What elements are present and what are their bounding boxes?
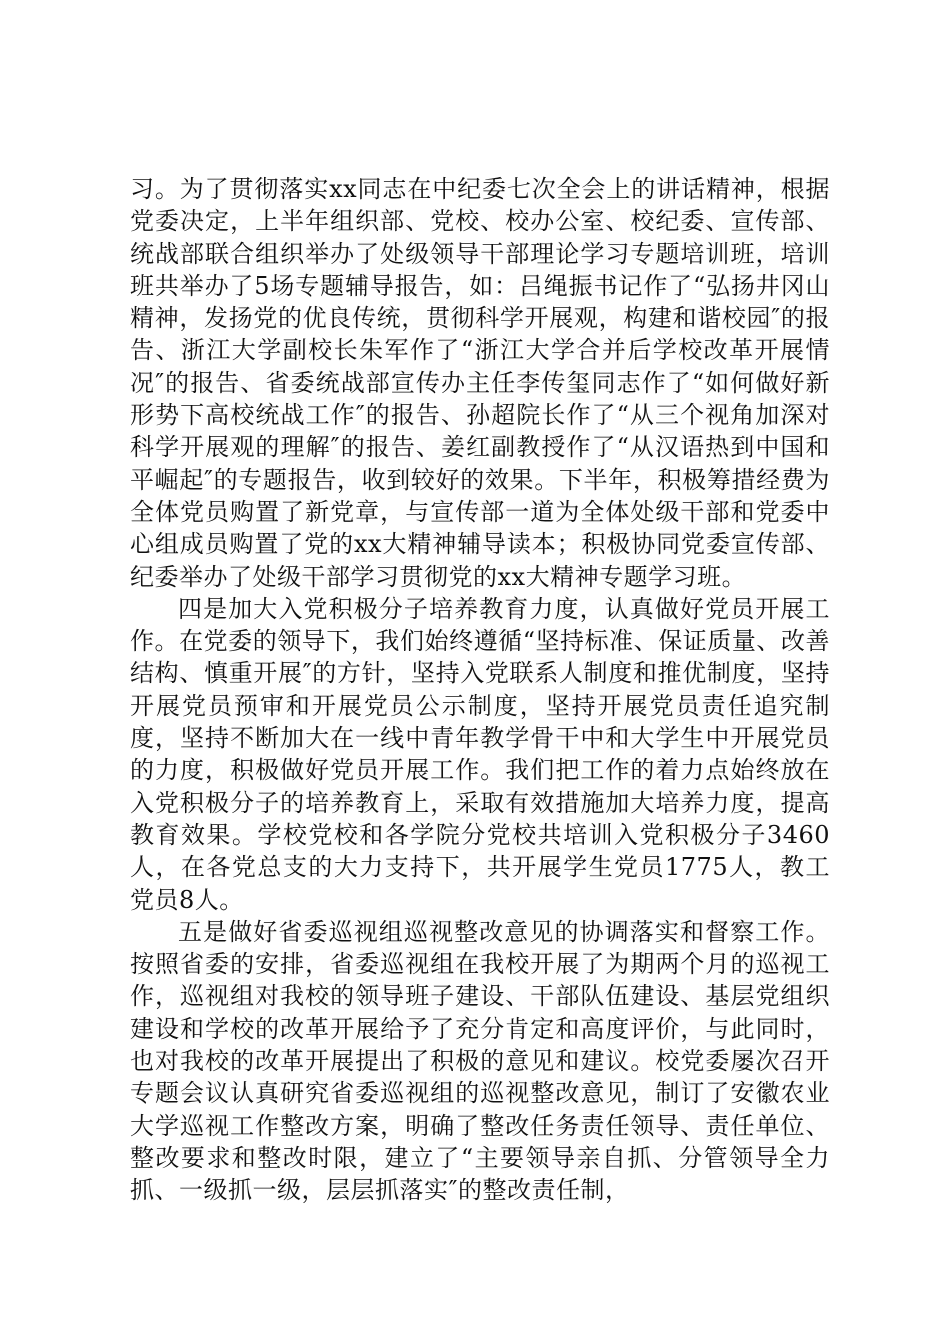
paragraph-party-recruitment: 四是加大入党积极分子培养教育力度，认真做好党员开展工作。在党委的领导下，我们始终遵循“坚持标准、保证质量、改善结构、慎重开展″的方针，坚持入党联系人制度和推优制度，坚持开展党员预审和开展党员公示制度，坚持开展党员责任追究制度，坚持不断加大在一线中青年教学骨干中和大学生中开展党员的力度，积极做好党员开展工作。我们把工作的着力点始终放在入党积极分子的培养教育上，采取有效措施加大培养力度，提高教育效果。学校党校和各学院分党校共培训入党积极分子3460人，在各党总支的大力支持下，共开展学生党员1775人，教工党员8人。 [130, 594, 830, 914]
paragraph-inspection-rectification: 五是做好省委巡视组巡视整改意见的协调落实和督察工作。按照省委的安排，省委巡视组在我校开展了为期两个月的巡视工作，巡视组对我校的领导班子建设、干部队伍建设、基层党组织建设和学校的改革开展给予了充分肯定和高度评价，与此同时，也对我校的改革开展提出了积极的意见和建议。校党委屡次召开专题会议认真研究省委巡视组的巡视整改意见，制订了安徽农业大学巡视工作整改方案，明确了整改任务责任领导、责任单位、整改要求和整改时限，建立了“主要领导亲自抓、分管领导全力抓、一级抓一级，层层抓落实″的整改责任制， [130, 917, 830, 1205]
document-body [130, 173, 830, 1207]
paragraph-continued: 习。为了贯彻落实xx同志在中纪委七次全会上的讲话精神，根据党委决定，上半年组织部、党校、校办公室、校纪委、宣传部、统战部联合组织举办了处级领导干部理论学习专题培训班，培训班共举办了5场专题辅导报告，如：吕绳振书记作了“弘扬井冈山精神，发扬党的优良传统，贯彻科学开展观，构建和谐校园″的报告、浙江大学副校长朱军作了“浙江大学合并后学校改革开展情况″的报告、省委统战部宣传办主任李传玺同志作了“如何做好新形势下高校统战工作″的报告、孙超院长作了“从三个视角加深对科学开展观的理解″的报告、姜红副教授作了“从汉语热到中国和平崛起″的专题报告，收到较好的效果。下半年，积极筹措经费为全体党员购置了新党章，与宣传部一道为全体处级干部和党委中心组成员购置了党的xx大精神辅导读本；积极协同党委宣传部、纪委举办了处级干部学习贯彻党的xx大精神专题学习班。 [130, 175, 830, 591]
